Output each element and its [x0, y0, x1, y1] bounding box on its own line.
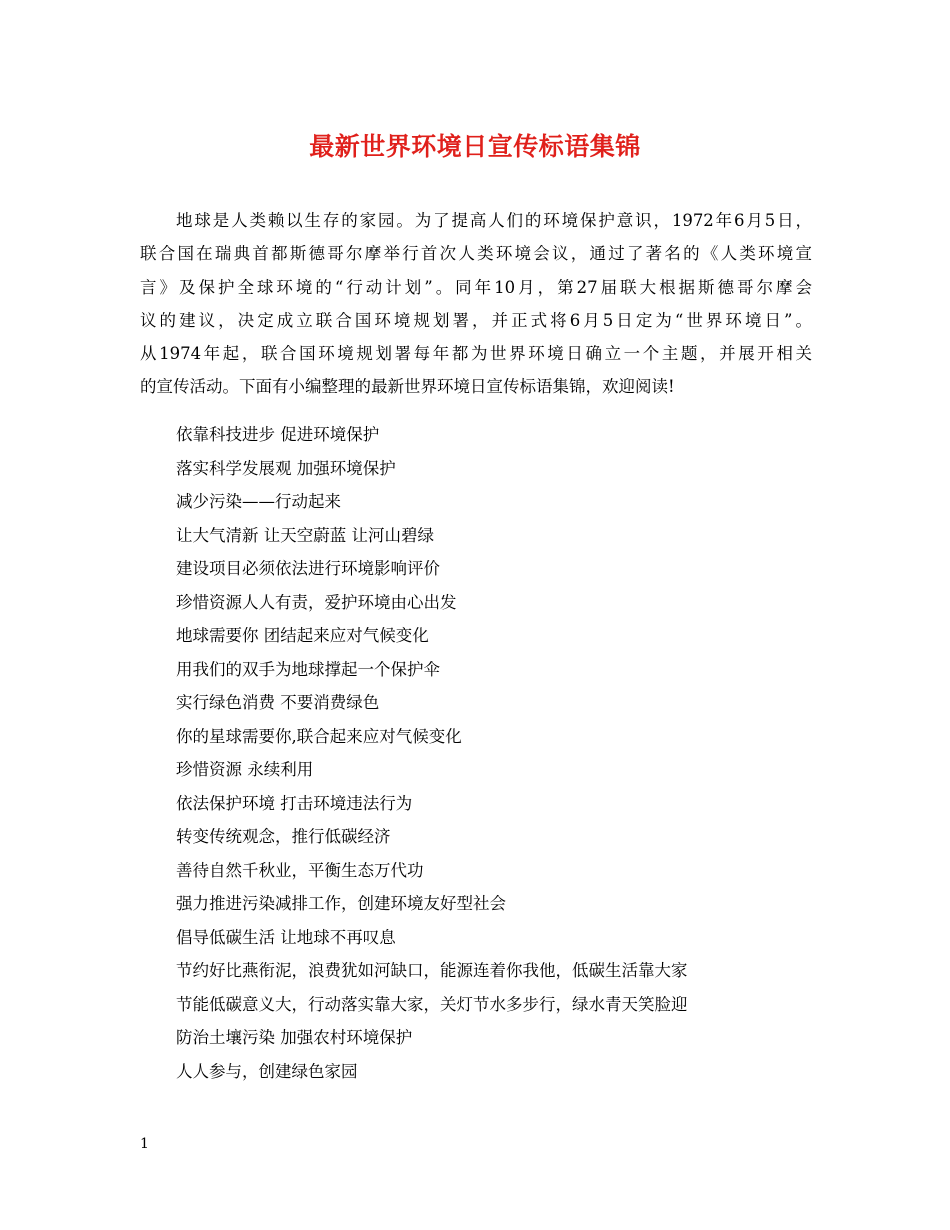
slogan-item: 建设项目必须依法进行环境影响评价	[176, 559, 440, 578]
slogan-item: 善待自然千秋业，平衡生态万代功	[176, 860, 424, 880]
slogan-item: 依靠科技进步 促进环境保护	[176, 425, 380, 444]
slogan-item: 节约好比燕衔泥，浪费犹如河缺口，能源连着你我他，低碳生活靠大家	[176, 961, 688, 980]
document-title: 最新世界环境日宣传标语集锦	[309, 132, 641, 161]
page-number: 1	[140, 1136, 149, 1152]
intro-line: 地球是人类赖以生存的家园。为了提高人们的环境保护意识，1972年6月5日，	[176, 211, 812, 230]
slogan-item: 用我们的双手为地球撑起一个保护伞	[176, 659, 440, 679]
slogan-list	[176, 418, 812, 1088]
intro-line: 联合国在瑞典首都斯德哥尔摩举行首次人类环境会议，通过了著名的《人类环境宣	[140, 244, 812, 264]
slogan-item: 节能低碳意义大，行动落实靠大家，关灯节水多步行，绿水青天笑脸迎	[176, 994, 688, 1014]
slogan-item: 珍惜资源 永续利用	[176, 760, 314, 779]
intro-line: 言》及保护全球环境的“行动计划”。同年10月，第27届联大根据斯德哥尔摩会	[140, 277, 812, 297]
slogan-item: 地球需要你 团结起来应对气候变化	[176, 626, 429, 645]
intro-line: 议的建议，决定成立联合国环境规划署，并正式将6月5日定为“世界环境日”。	[140, 310, 812, 330]
slogan-item: 落实科学发展观 加强环境保护	[176, 458, 396, 478]
slogan-item: 依法保护环境 打击环境违法行为	[176, 793, 413, 813]
slogan-item: 让大气清新 让天空蔚蓝 让河山碧绿	[176, 525, 434, 545]
slogan-item: 防治土壤污染 加强农村环境保护	[176, 1028, 413, 1047]
slogan-item: 实行绿色消费 不要消费绿色	[176, 693, 380, 712]
slogan-item: 转变传统观念，推行低碳经济	[176, 827, 391, 846]
slogan-item: 珍惜资源人人有责，爱护环境由心出发	[176, 592, 457, 612]
slogan-item: 你的星球需要你,联合起来应对气候变化	[176, 726, 462, 746]
slogan-item: 减少污染——行动起来	[176, 492, 341, 511]
intro-line: 从1974年起，联合国环境规划署每年都为世界环境日确立一个主题，并展开相关	[140, 344, 812, 364]
slogan-item: 人人参与，创建绿色家园	[176, 1061, 358, 1081]
slogan-item: 强力推进污染减排工作，创建环境友好型社会	[176, 894, 506, 913]
intro-line: 的宣传活动。下面有小编整理的最新世界环境日宣传标语集锦，欢迎阅读!	[140, 377, 675, 397]
intro-paragraph	[140, 204, 812, 404]
slogan-item: 倡导低碳生活 让地球不再叹息	[176, 927, 396, 947]
